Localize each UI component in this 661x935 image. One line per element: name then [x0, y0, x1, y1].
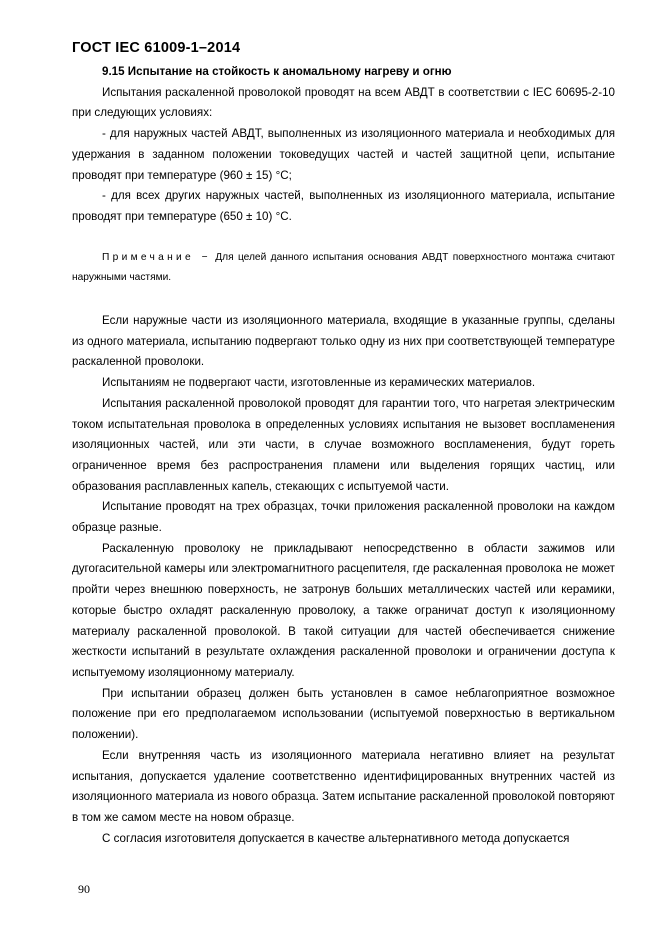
paragraph: С согласия изготовителя допускается в качестве альтернативного метода допускается	[102, 831, 570, 845]
section-heading: 9.15 Испытание на стойкость к аномальному нагреву и огню	[102, 65, 452, 78]
paragraph: Раскаленную проволоку не прикладывают непосредственно в области зажимов или дугогасительной камеры или электромагнитного расцепителя, где раскаленная проволока не может пройти через внешнюю поверхность, не затронув больших металлических частей или керамики, которые быстро охладят раскаленную проволоку, а также ограничат доступ к изоляционному материалу раскаленной проволокой. В такой ситуации для частей обеспечивается снижение жесткости испытаний в результате охлаждения раскаленной проволоки и ограничении доступа к испытуемому изоляционному материалу.	[72, 541, 615, 679]
note	[72, 248, 615, 289]
paragraph: Испытания раскаленной проволокой проводят для гарантии того, что нагретая электрическим током испытательная проволока в определенных условиях испытания не вызовет воспламенения изоляционных частей, или эти части, в случае возможного воспламенения, будут гореть ограниченное время без распространения пламени или выделения горящих частиц, или образования расплавленных капель, стекающих с испытуемой части.	[72, 396, 615, 493]
paragraph: При испытании образец должен быть установлен в самое неблагоприятное возможное положение при его предполагаемом использовании (испытуемой поверхностью в вертикальном положении).	[72, 686, 615, 742]
page-number: 90	[78, 882, 90, 896]
paragraph: Если наружные части из изоляционного материала, входящие в указанные группы, сделаны из одного материала, испытанию подвергают только одну из них при соответствующей температуре раскаленной проволоки.	[72, 314, 615, 369]
note-label: Примечание −	[102, 251, 211, 263]
paragraph: Испытания раскаленной проволокой проводят на всем АВДТ в соответствии с IEC 60695-2-10 при следующих условиях:	[72, 85, 615, 120]
note-text: Для целей данного испытания основания АВДТ поверхностного монтажа считают наружными частями.	[72, 251, 615, 284]
paragraph: - для всех других наружных частей, выполненных из изоляционного материала, испытание проводят при температуре (650 ± 10) °С.	[72, 189, 615, 223]
paragraph: Испытаниям не подвергают части, изготовленные из керамических материалов.	[102, 376, 536, 390]
paragraph: Если внутренняя часть из изоляционного материала негативно влияет на результат испытания, допускается удаление соответственно идентифицированных внутренних частей из изоляционного материала из нового образца. Затем испытание раскаленной проволокой повторяют в том же самом месте на новом образце.	[72, 748, 615, 824]
paragraph: - для наружных частей АВДТ, выполненных из изоляционного материала и необходимых для удержания в заданном положении токоведущих частей и частей защитной цепи, испытание проводят при температуре (960 ± 15) °С;	[72, 127, 615, 182]
document-body	[72, 62, 615, 849]
paragraph: Испытание проводят на трех образцах, точки приложения раскаленной проволоки на каждом образце разные.	[72, 500, 615, 535]
document-header: ГОСТ IEC 61009-1–2014	[72, 40, 241, 56]
